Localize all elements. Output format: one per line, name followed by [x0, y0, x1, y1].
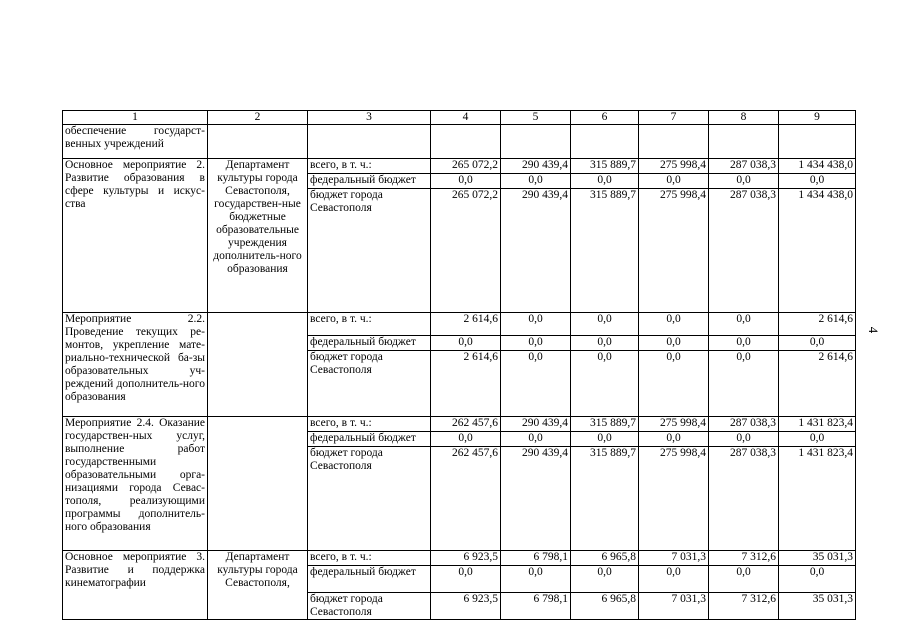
header-cell: 6: [571, 111, 639, 125]
activity-cell: Мероприятие 2.2. Проведение текущих ре-монтов, укрепление мате-риально-технической ба-зы образовательных уч-реждений дополнитель-ного образования: [63, 313, 208, 417]
value-cell: 290 439,4: [501, 189, 571, 313]
value-cell: 0,0: [709, 174, 779, 189]
value-cell: 0,0: [709, 313, 779, 336]
value-cell: 287 038,3: [709, 159, 779, 174]
funding-source-cell: всего, в т. ч.:: [308, 159, 431, 174]
value-cell: 265 072,2: [431, 159, 501, 174]
value-cell: 0,0: [501, 313, 571, 336]
value-cell: 0,0: [779, 432, 856, 447]
value-cell: 265 072,2: [431, 189, 501, 313]
value-cell: 315 889,7: [571, 447, 639, 551]
value-cell: 1 434 438,0: [779, 159, 856, 174]
page-number: 4: [866, 326, 881, 334]
value-cell: 2 614,6: [779, 351, 856, 417]
executor-cell: Департамент культуры города Севастополя,: [208, 551, 308, 620]
executor-cell: Департамент культуры города Севастополя, государствен-ные бюджетные образовательные учреждения дополнитель-ного образования: [208, 159, 308, 313]
funding-source-cell: федеральный бюджет: [308, 174, 431, 189]
value-cell: 0,0: [709, 432, 779, 447]
value-cell: 315 889,7: [571, 189, 639, 313]
value-cell: 0,0: [501, 432, 571, 447]
value-cell: 290 439,4: [501, 417, 571, 432]
funding-source-cell: бюджет города Севастополя: [308, 351, 431, 417]
table-row: [63, 417, 856, 432]
value-cell: 0,0: [779, 174, 856, 189]
header-cell: 7: [639, 111, 709, 125]
value-cell: 0,0: [639, 174, 709, 189]
header-cell: 4: [431, 111, 501, 125]
header-cell: 2: [208, 111, 308, 125]
value-cell: 1 434 438,0: [779, 189, 856, 313]
value-cell: 275 998,4: [639, 189, 709, 313]
value-cell: 6 965,8: [571, 551, 639, 566]
value-cell: 6 965,8: [571, 593, 639, 620]
value-cell: [501, 125, 571, 159]
header-row: [63, 111, 856, 125]
value-cell: [709, 125, 779, 159]
value-cell: 0,0: [571, 313, 639, 336]
value-cell: 0,0: [501, 566, 571, 593]
value-cell: 0,0: [431, 432, 501, 447]
header-cell: 3: [308, 111, 431, 125]
value-cell: 6 923,5: [431, 593, 501, 620]
value-cell: 1 431 823,4: [779, 447, 856, 551]
header-cell: 9: [779, 111, 856, 125]
value-cell: 6 798,1: [501, 593, 571, 620]
funding-source-cell: федеральный бюджет: [308, 432, 431, 447]
value-cell: 0,0: [431, 174, 501, 189]
value-cell: 0,0: [501, 336, 571, 351]
value-cell: 0,0: [639, 432, 709, 447]
value-cell: 290 439,4: [501, 159, 571, 174]
value-cell: 262 457,6: [431, 417, 501, 432]
budget-table: [62, 110, 856, 620]
value-cell: 0,0: [501, 174, 571, 189]
executor-cell: [208, 125, 308, 159]
value-cell: 287 038,3: [709, 417, 779, 432]
value-cell: 275 998,4: [639, 159, 709, 174]
funding-source-cell: бюджет города Севастополя: [308, 189, 431, 313]
header-cell: 5: [501, 111, 571, 125]
value-cell: [779, 125, 856, 159]
value-cell: 0,0: [709, 336, 779, 351]
funding-source-cell: [308, 125, 431, 159]
value-cell: 0,0: [571, 174, 639, 189]
value-cell: 0,0: [501, 351, 571, 417]
funding-source-cell: всего, в т. ч.:: [308, 313, 431, 336]
value-cell: 2 614,6: [431, 351, 501, 417]
table-row: [63, 159, 856, 174]
activity-cell: Основное мероприятие 3. Развитие и поддержка кинематографии: [63, 551, 208, 620]
value-cell: 0,0: [779, 336, 856, 351]
value-cell: 2 614,6: [779, 313, 856, 336]
header-cell: 8: [709, 111, 779, 125]
value-cell: 0,0: [709, 351, 779, 417]
value-cell: 0,0: [571, 351, 639, 417]
funding-source-cell: бюджет города Севастополя: [308, 447, 431, 551]
value-cell: 0,0: [431, 566, 501, 593]
table-row: [63, 551, 856, 566]
funding-source-cell: федеральный бюджет: [308, 336, 431, 351]
value-cell: [431, 125, 501, 159]
value-cell: 0,0: [571, 336, 639, 351]
executor-cell: [208, 313, 308, 417]
executor-cell: [208, 417, 308, 551]
value-cell: 315 889,7: [571, 417, 639, 432]
funding-source-cell: всего, в т. ч.:: [308, 417, 431, 432]
value-cell: 6 798,1: [501, 551, 571, 566]
table-row: [63, 125, 856, 159]
value-cell: [571, 125, 639, 159]
value-cell: 35 031,3: [779, 593, 856, 620]
table-row: [63, 313, 856, 336]
activity-cell: обеспечение государст-венных учреждений: [63, 125, 208, 159]
value-cell: 7 312,6: [709, 593, 779, 620]
activity-cell: Мероприятие 2.4. Оказание государствен-ных услуг, выполнение работ государственными образовательными орга-низациями города Севас-тополя, реализующими программы дополнитель-ного образования: [63, 417, 208, 551]
value-cell: 0,0: [709, 566, 779, 593]
value-cell: 1 431 823,4: [779, 417, 856, 432]
activity-cell: Основное мероприятие 2. Развитие образования в сфере культуры и искус-ства: [63, 159, 208, 313]
value-cell: 315 889,7: [571, 159, 639, 174]
value-cell: 0,0: [639, 313, 709, 336]
funding-source-cell: бюджет города Севастополя: [308, 593, 431, 620]
value-cell: 262 457,6: [431, 447, 501, 551]
funding-source-cell: всего, в т. ч.:: [308, 551, 431, 566]
header-cell: 1: [63, 111, 208, 125]
value-cell: 0,0: [571, 432, 639, 447]
value-cell: 287 038,3: [709, 447, 779, 551]
value-cell: [639, 125, 709, 159]
value-cell: 7 312,6: [709, 551, 779, 566]
value-cell: 275 998,4: [639, 417, 709, 432]
value-cell: 35 031,3: [779, 551, 856, 566]
value-cell: 0,0: [639, 351, 709, 417]
funding-source-cell: федеральный бюджет: [308, 566, 431, 593]
value-cell: 0,0: [639, 336, 709, 351]
value-cell: 7 031,3: [639, 593, 709, 620]
value-cell: 0,0: [639, 566, 709, 593]
value-cell: 0,0: [571, 566, 639, 593]
value-cell: 2 614,6: [431, 313, 501, 336]
value-cell: 6 923,5: [431, 551, 501, 566]
value-cell: 287 038,3: [709, 189, 779, 313]
value-cell: 0,0: [431, 336, 501, 351]
value-cell: 275 998,4: [639, 447, 709, 551]
value-cell: 290 439,4: [501, 447, 571, 551]
value-cell: 7 031,3: [639, 551, 709, 566]
table-body: [63, 111, 856, 620]
value-cell: 0,0: [779, 566, 856, 593]
